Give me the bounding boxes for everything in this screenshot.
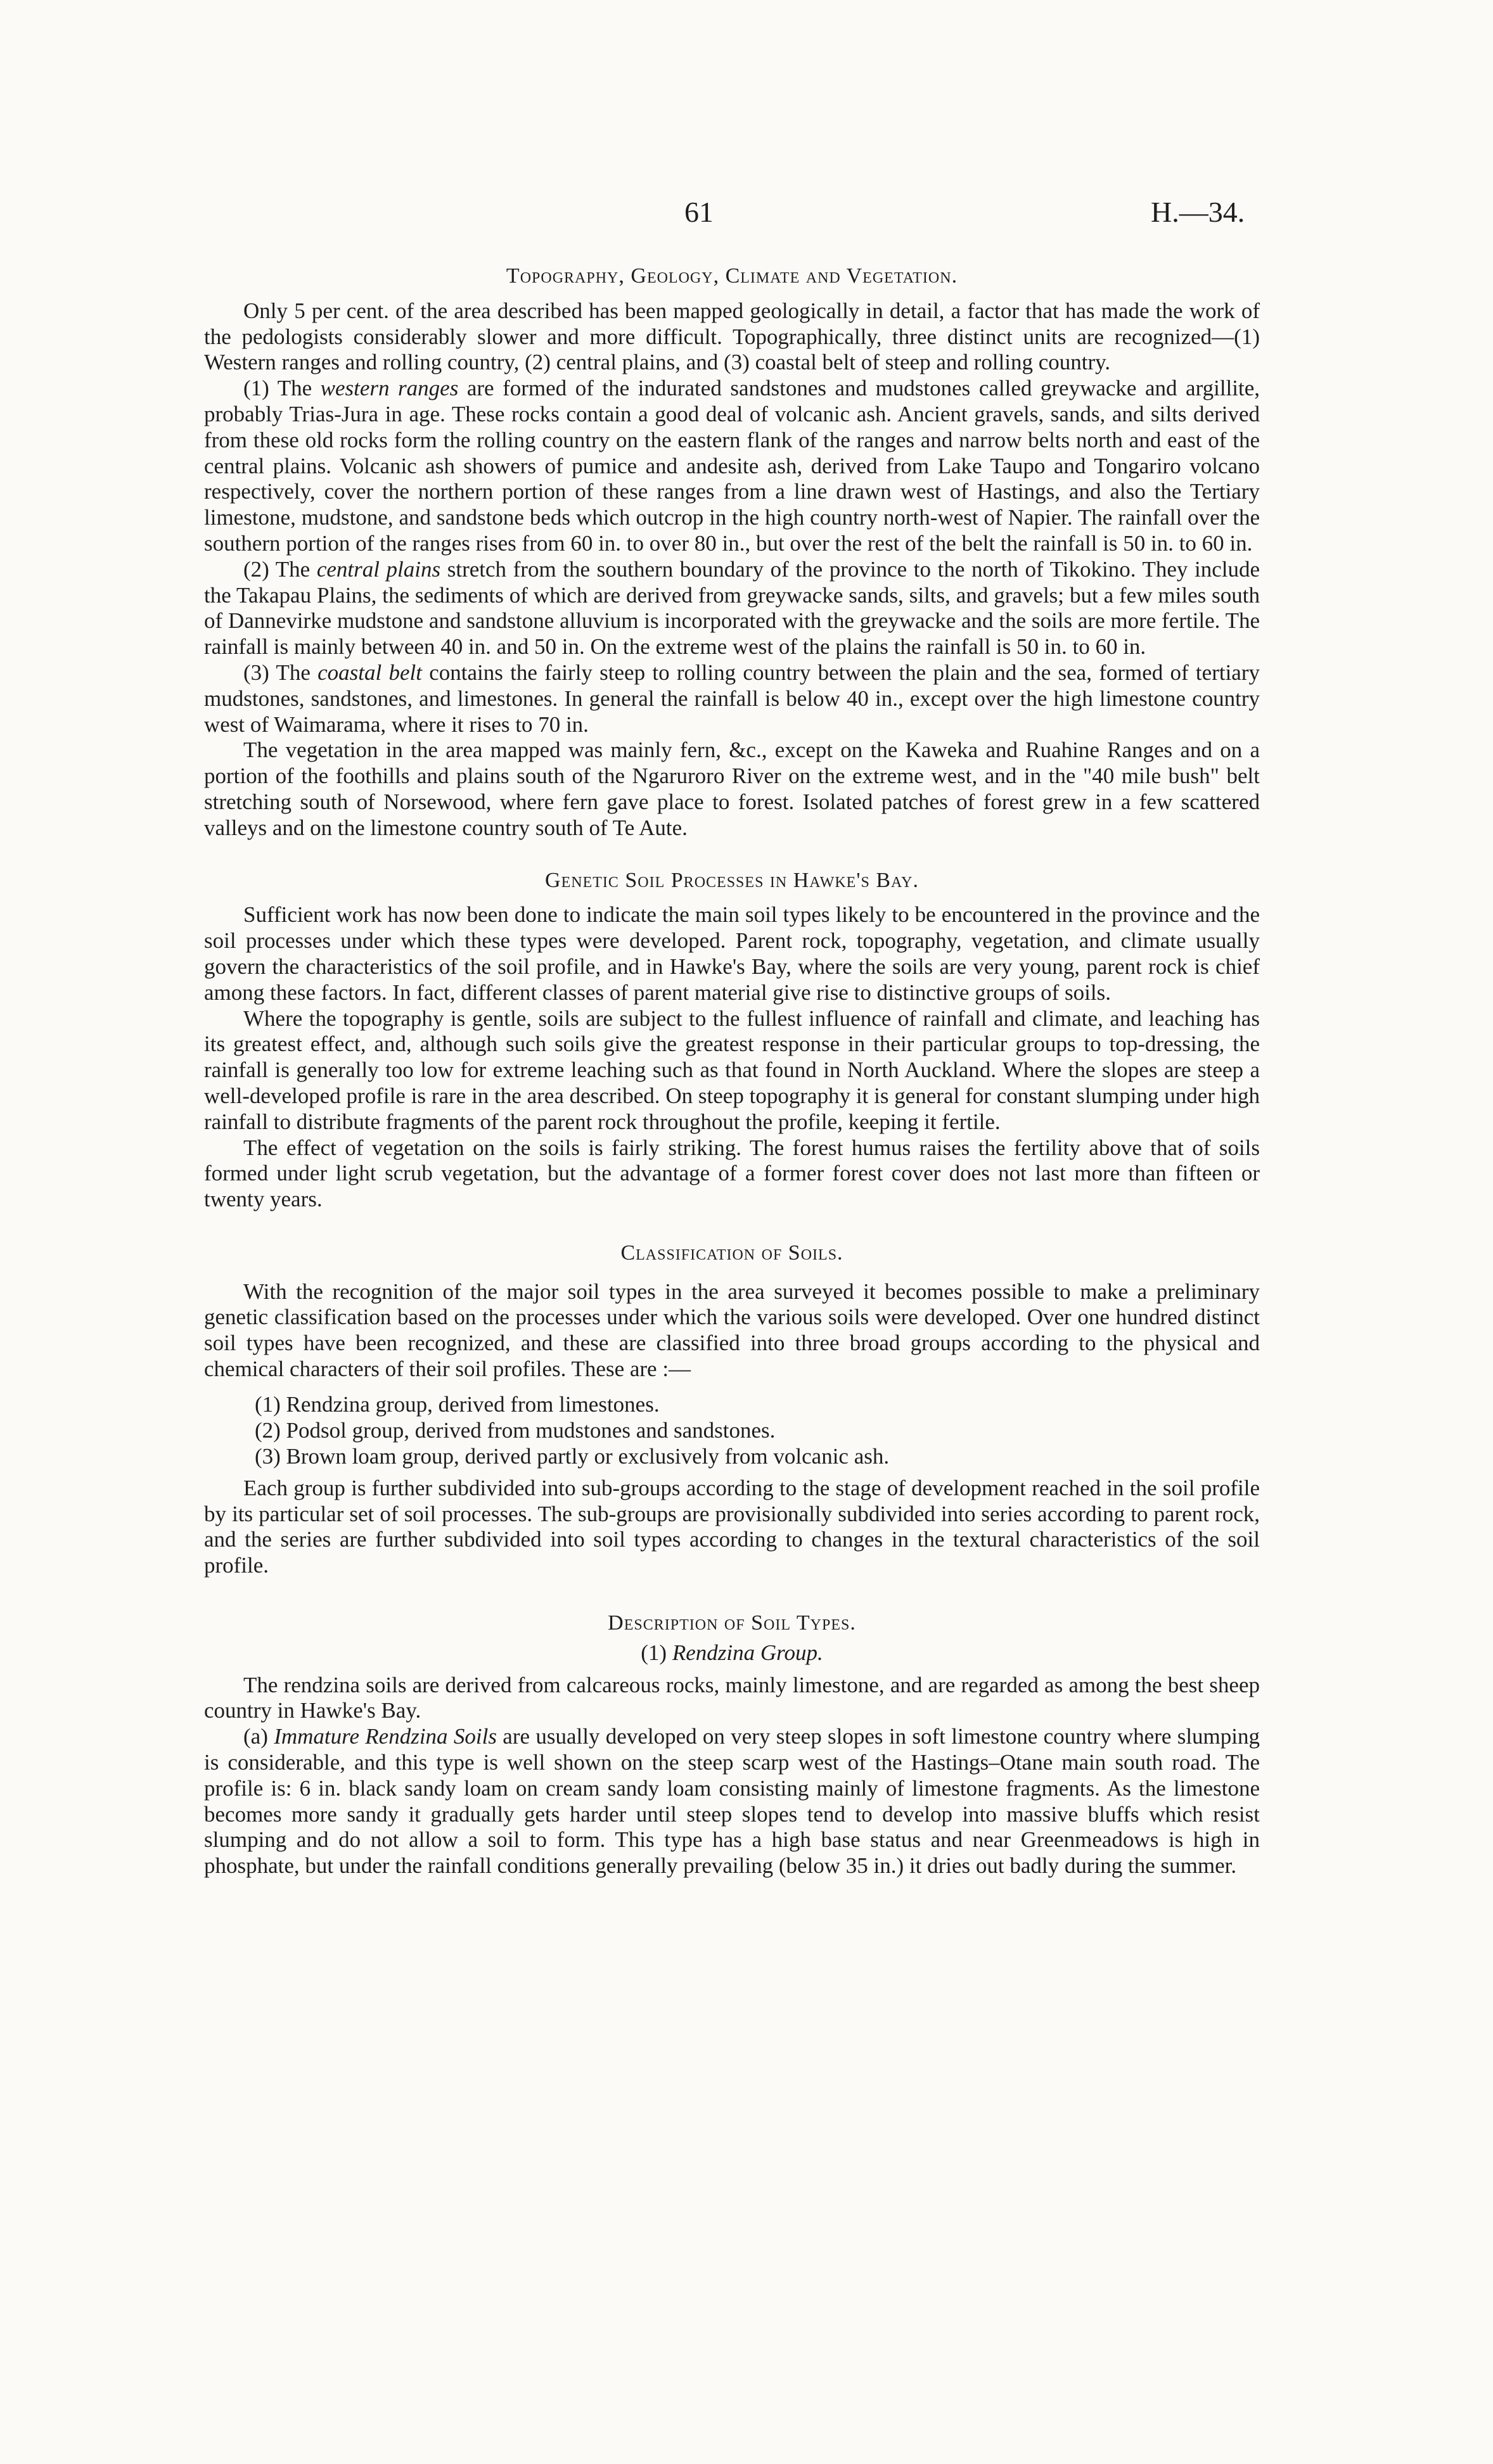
list-item: (2) Podsol group, derived from mudstones and sandstones. xyxy=(255,1417,776,1443)
paragraph: Where the topography is gentle, soils are subject to the fullest influence of rainfall and climate, and leaching has its greatest effect, and, although such soils give the greatest response in their particular groups to top-dressing, the rainfall is generally too low for extreme leaching such as that found in North Auckland. Where the slopes are steep a well-developed profile is rare in the area described. On steep topography it is general for constant slumping under high rainfall to distribute fragments of the parent rock throughout the profile, keeping it fertile. xyxy=(204,1005,1260,1134)
list-item: (3) Brown loam group, derived partly or exclusively from volcanic ash. xyxy=(255,1443,890,1469)
paragraph: Sufficient work has now been done to indicate the main soil types likely to be encountered in the province and the soil processes under which these types were developed. Parent rock, topography, vegetation, and climate usually govern the characteristics of the soil profile, and in Hawke's Bay, where the soils are very young, parent rock is chief among these factors. In fact, different classes of parent material give rise to distinctive groups of soils. xyxy=(204,902,1260,1005)
section-heading-classification: Classification of Soils. xyxy=(620,1241,843,1265)
page-body xyxy=(204,264,1260,1879)
soil-group-list xyxy=(255,1391,1260,1469)
subsection-heading: (1) Rendzina Group. xyxy=(641,1640,823,1665)
paragraph: (1) The western ranges are formed of the indurated sandstones and mudstones called greywacke and argillite, probably Trias-Jura in age. These rocks contain a good deal of volcanic ash. Ancient gravels, sands, and silts derived from these old rocks form the rolling country on the eastern flank of the ranges and narrow belts north and east of the central plains. Volcanic ash showers of pumice and andesite ash, derived from Lake Taupo and Tongariro volcano respectively, cover the northern portion of these ranges from a line drawn west of Hastings, and also the Tertiary limestone, mudstone, and sandstone beds which outcrop in the high country north-west of Napier. The rainfall over the southern portion of the ranges rises from 60 in. to over 80 in., but over the rest of the belt the rainfall is 50 in. to 60 in. xyxy=(204,376,1260,556)
list-item: (1) Rendzina group, derived from limestones. xyxy=(255,1391,660,1417)
paragraph: The vegetation in the area mapped was mainly fern, &c., except on the Kaweka and Ruahine Ranges and on a portion of the foothills and plains south of the Ngaruroro River on the extreme west, and in the "40 mile bush" belt stretching south of Norsewood, where fern gave place to forest. Isolated patches of forest grew in a few scattered valleys and on the limestone country south of Te Aute. xyxy=(204,737,1260,840)
document-reference: H.—34. xyxy=(1151,196,1245,228)
section-heading-topography: Topography, Geology, Climate and Vegetation. xyxy=(506,264,958,288)
paragraph: The rendzina soils are derived from calcareous rocks, mainly limestone, and are regarded as among the best sheep country in Hawke's Bay. xyxy=(204,1672,1260,1723)
section-heading-description: Description of Soil Types. xyxy=(608,1611,856,1635)
paragraph: Each group is further subdivided into sub-groups according to the stage of development reached in the soil profile by its particular set of soil processes. The sub-groups are provisionally subdivided into series according to parent rock, and the series are further subdivided into soil types according to changes in the textural characteristics of the soil profile. xyxy=(204,1475,1260,1578)
page-number: 61 xyxy=(684,196,714,228)
paragraph: The effect of vegetation on the soils is fairly striking. The forest humus raises the fertility above that of soils formed under light scrub vegetation, but the advantage of a former forest cover does not last more than fifteen or twenty years. xyxy=(204,1135,1260,1212)
section-heading-genetic: Genetic Soil Processes in Hawke's Bay. xyxy=(545,868,919,892)
paragraph: (a) Immature Rendzina Soils are usually developed on very steep slopes in soft limestone country where slumping is considerable, and this type is well shown on the steep scarp west of the Hastings–Otane main south road. The profile is: 6 in. black sandy loam on cream sandy loam consisting mainly of limestone fragments. As the limestone becomes more sandy it gradually gets harder until steep slopes tend to develop into massive bluffs which resist slumping and do not allow a soil to form. This type has a high base status and near Greenmeadows is high in phosphate, but under the rainfall conditions generally prevailing (below 35 in.) it dries out badly during the summer. xyxy=(204,1724,1260,1879)
paragraph: Only 5 per cent. of the area described has been mapped geologically in detail, a factor that has made the work of the pedologists considerably slower and more difficult. Topographically, three distinct units are recognized—(1) Western ranges and rolling country, (2) central plains, and (3) coastal belt of steep and rolling country. xyxy=(204,298,1260,375)
paragraph: (3) The coastal belt contains the fairly steep to rolling country between the plain and the sea, formed of tertiary mudstones, sandstones, and limestones. In general the rainfall is below 40 in., except over the high limestone country west of Waimarama, where it rises to 70 in. xyxy=(204,660,1260,737)
paragraph: With the recognition of the major soil types in the area surveyed it becomes possible to make a preliminary genetic classification based on the processes under which the various soils were developed. Over one hundred distinct soil types have been recognized, and these are classified into three broad groups according to the physical and chemical characters of their soil profiles. These are :— xyxy=(204,1279,1260,1382)
paragraph: (2) The central plains stretch from the southern boundary of the province to the north of Tikokino. They include the Takapau Plains, the sediments of which are derived from greywacke sands, silts, and gravels; but a few miles south of Dannevirke mudstone and sandstone alluvium is incorporated with the greywacke and the soils are more fertile. The rainfall is mainly between 40 in. and 50 in. On the extreme west of the plains the rainfall is 50 in. to 60 in. xyxy=(204,556,1260,660)
